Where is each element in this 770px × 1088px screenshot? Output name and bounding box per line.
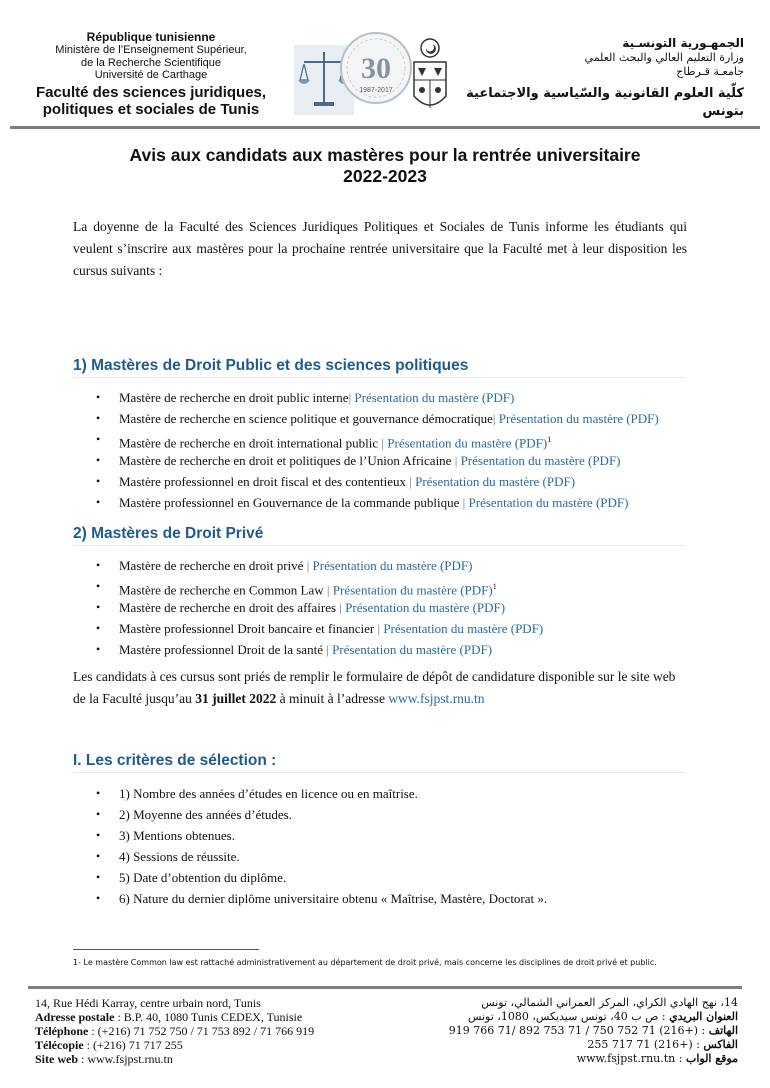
public-masters-list xyxy=(97,387,697,513)
footer-address-ar: 14، نهج الهادي الكراي، المركز العمراني الشمالي، تونس xyxy=(481,996,738,1009)
header-faculty-line2: politiques et sociales de Tunis xyxy=(42,100,260,118)
criterion-text: • 2) Moyenne des années d’études. xyxy=(119,807,292,822)
footer-right-block xyxy=(440,996,738,1066)
header-ministry-ar: وزارة التعليم العالي والبحث العلمي xyxy=(584,51,744,64)
header-republic: République tunisienne xyxy=(86,30,216,44)
list-item: • Mastère professionnel en droit fiscal et des contentieux | Présentation du mastère (PDF) xyxy=(97,471,697,492)
pdf-link[interactable]: Présentation du mastère (PDF) xyxy=(387,435,548,451)
footer-postal-ar xyxy=(440,1010,738,1024)
list-item: • Mastère de recherche en Common Law | Présentation du mastère (PDF)$^1$ xyxy=(97,576,697,597)
closing-text-1: Les candidats à ces cursus sont priés de remplir le formulaire de dépôt de candidature disponible sur le site web de la Faculté jusqu’au xyxy=(73,669,676,706)
footer-postal-value-ar: : ص ب 40، تونس سيديكس، 1080، تونس xyxy=(467,1010,670,1023)
list-item: • Mastère de recherche en droit des affaires | Présentation du mastère (PDF) xyxy=(97,597,697,618)
master-title: Mastère de recherche en droit des affaires xyxy=(119,600,337,615)
pdf-link[interactable]: Présentation du mastère (PDF) xyxy=(498,411,659,426)
footer-web-label: Site web xyxy=(35,1052,78,1066)
master-title: Mastère professionnel Droit de la santé xyxy=(119,642,323,657)
anniversary-years: 1987-2017 xyxy=(359,87,393,94)
footer-web-label-ar: موقع الواب xyxy=(685,1052,738,1065)
master-title: Mastère de recherche en droit et politiques de l’Union Africaine xyxy=(119,453,452,468)
list-item: • Mastère professionnel en Gouvernance de la commande publique | Présentation du mastère (PDF) xyxy=(97,492,697,513)
footer-web xyxy=(35,1052,314,1066)
master-title: Mastère de recherche en Common Law xyxy=(119,582,324,598)
master-title: Mastère de recherche en droit public interne xyxy=(119,390,349,405)
pdf-link[interactable]: Présentation du mastère (PDF) xyxy=(415,474,576,489)
page-title-line2: 2022-2023 xyxy=(343,166,427,186)
header-republic-ar: الجمهـورية التونسـية xyxy=(622,36,744,50)
list-item xyxy=(97,804,697,825)
header-divider xyxy=(10,126,760,129)
footer-phone-ar xyxy=(440,1024,738,1038)
anniversary-number: 30 xyxy=(361,52,391,85)
section-heading-private: 2) Mastères de Droit Privé xyxy=(73,525,685,546)
footer-divider xyxy=(28,986,742,989)
header-ministry-line1: Ministère de l’Enseignement Supérieur, xyxy=(55,44,247,56)
pdf-link[interactable]: Présentation du mastère (PDF) xyxy=(332,582,493,598)
page-title-line1: Avis aux candidats aux mastères pour la rentrée universitaire xyxy=(129,145,641,165)
footer-fax-ar xyxy=(440,1038,738,1052)
master-title: Mastère de recherche en droit privé xyxy=(119,558,304,573)
footer-fax-label-ar: الفاكس xyxy=(703,1038,738,1051)
list-item: • Mastère de recherche en science politique et gouvernance démocratique| Présentation du mastère (PDF) xyxy=(97,408,697,429)
list-item xyxy=(97,783,697,804)
pdf-link[interactable]: Présentation du mastère (PDF) xyxy=(332,642,493,657)
criteria-list xyxy=(97,783,697,909)
footer-postal-label-ar: العنوان البريدي xyxy=(669,1010,738,1023)
list-item xyxy=(97,888,697,909)
header-faculty-line1: Faculté des sciences juridiques, xyxy=(35,83,267,101)
list-item: • Mastère de recherche en droit public interne| Présentation du mastère (PDF) xyxy=(97,387,697,408)
list-item: • Mastère professionnel Droit bancaire et financier | Présentation du mastère (PDF) xyxy=(97,618,697,639)
list-item xyxy=(97,825,697,846)
list-item: • Mastère de recherche en droit international public | Présentation du mastère (PDF)$^1$ xyxy=(97,429,697,450)
section-heading-criteria: I. Les critères de sélection : xyxy=(73,752,685,773)
pdf-link[interactable]: Présentation du mastère (PDF) xyxy=(468,495,629,510)
footnote-mark: 1 xyxy=(547,435,552,444)
footer-fax xyxy=(35,1038,314,1052)
footer-phone xyxy=(35,1024,314,1038)
footer-phone-label-ar: الهاتف xyxy=(708,1024,738,1037)
footer-fax-value: : (+216) 71 717 255 xyxy=(83,1038,183,1052)
footer-left-block xyxy=(35,996,314,1066)
footnote-mark: 1 xyxy=(492,582,497,591)
criterion-text: • 5) Date d’obtention du diplôme. xyxy=(119,870,287,885)
footer-address: 14, Rue Hédi Karray, centre urbain nord, Tunis xyxy=(35,996,261,1010)
footer-phone-label: Téléphone xyxy=(35,1024,89,1038)
closing-text-2: à minuit à l’adresse xyxy=(276,691,389,706)
header-ministry-line2: de la Recherche Scientifique xyxy=(80,56,222,69)
pdf-link[interactable]: Présentation du mastère (PDF) xyxy=(383,621,544,636)
footer-fax-value-ar: : (+216) 71 717 255 xyxy=(587,1038,704,1051)
footer-web-value-ar[interactable]: : www.fsjpst.rnu.tn xyxy=(576,1052,686,1065)
section-heading-public: 1) Mastères de Droit Public et des sciences politiques xyxy=(73,357,685,378)
footnote-text: 1- Le mastère Common law est rattaché administrativement au département de droit privé, mais concerne les disciplines de droit privé et public. xyxy=(73,958,657,967)
pdf-link[interactable]: Présentation du mastère (PDF) xyxy=(460,453,621,468)
private-masters-list xyxy=(97,555,697,660)
footer-fax-label: Télécopie xyxy=(35,1038,84,1052)
list-item xyxy=(97,846,697,867)
master-title: Mastère de recherche en droit international public xyxy=(119,435,379,451)
master-title: Mastère professionnel en Gouvernance de la commande publique xyxy=(119,495,460,510)
pdf-link[interactable]: Présentation du mastère (PDF) xyxy=(345,600,506,615)
list-item: • Mastère professionnel Droit de la santé | Présentation du mastère (PDF) xyxy=(97,639,697,660)
footer-phone-value-ar: : (+216) 71 752 750 / 71 753 892 /71 766 919 xyxy=(448,1024,709,1037)
header-faculty-ar: كلّية العلوم القانونية والسّياسية والاجتماعية بتونس xyxy=(466,86,744,119)
header-left-block xyxy=(20,30,282,118)
page-title xyxy=(60,145,710,187)
faculty-website-link[interactable]: www.fsjpst.rnu.tn xyxy=(388,691,485,706)
header-university: Université de Carthage xyxy=(94,69,208,81)
deadline-date: 31 juillet 2022 xyxy=(195,691,277,706)
master-title: Mastère professionnel Droit bancaire et financier xyxy=(119,621,375,636)
criterion-text: • 1) Nombre des années d’études en licence ou en maîtrise. xyxy=(119,786,418,801)
pdf-link[interactable]: Présentation du mastère (PDF) xyxy=(354,390,515,405)
master-title: Mastère professionnel en droit fiscal et des contentieux xyxy=(119,474,406,489)
footer-postal-value: : B.P. 40, 1080 Tunis CEDEX, Tunisie xyxy=(114,1010,303,1024)
footer-web-value[interactable]: : www.fsjpst.rnu.tn xyxy=(78,1052,173,1066)
criterion-text: • 3) Mentions obtenues. xyxy=(119,828,235,843)
list-item: • Mastère de recherche en droit privé | Présentation du mastère (PDF) xyxy=(97,555,697,576)
intro-paragraph: La doyenne de la Faculté des Sciences Juridiques Politiques et Sociales de Tunis informe les étudiants qui veulent s’inscrire aux mastères pour la prochaine rentrée universitaire que la Faculté met à leur disposition les cursus suivants : xyxy=(73,219,687,278)
list-item: • Mastère de recherche en droit et politiques de l’Union Africaine | Présentation du mastère (PDF) xyxy=(97,450,697,471)
closing-paragraph xyxy=(73,666,687,710)
header-university-ar: جامعـة قـرطاج xyxy=(676,65,744,78)
footer-postal xyxy=(35,1010,314,1024)
criterion-text: • 4) Sessions de réussite. xyxy=(119,849,240,864)
anniversary-30-logo xyxy=(338,30,414,111)
footnote-divider xyxy=(73,949,259,950)
footer-phone-value: : (+216) 71 752 750 / 71 753 892 / 71 766 919 xyxy=(88,1024,315,1038)
master-title: Mastère de recherche en science politique et gouvernance démocratique xyxy=(119,411,493,426)
footer-postal-label: Adresse postale xyxy=(35,1010,115,1024)
footer-web-ar xyxy=(440,1052,738,1066)
header-right-block xyxy=(444,36,744,121)
list-item xyxy=(97,867,697,888)
criterion-text: • 6) Nature du dernier diplôme universitaire obtenu « Maîtrise, Mastère, Doctorat ». xyxy=(119,891,548,906)
pdf-link[interactable]: Présentation du mastère (PDF) xyxy=(312,558,473,573)
